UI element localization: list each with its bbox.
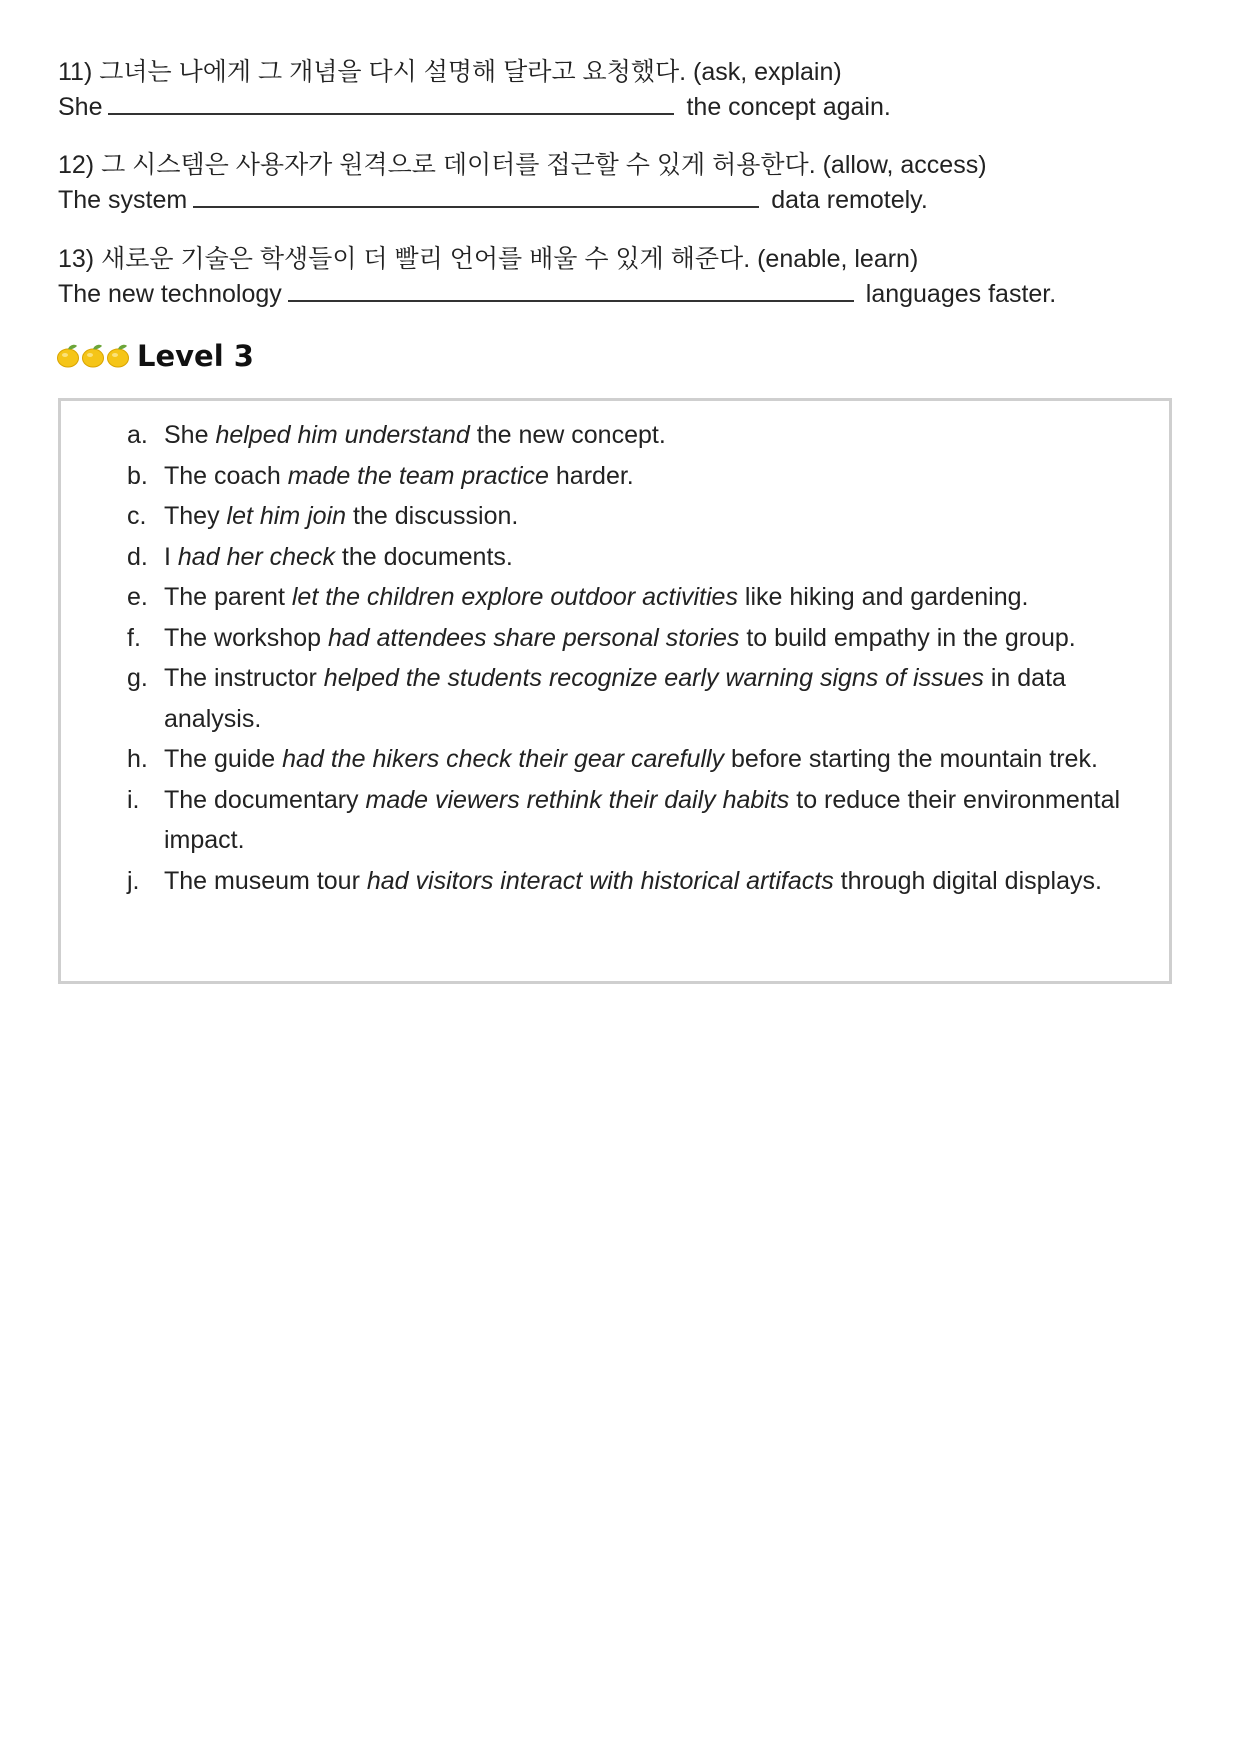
answer-blank[interactable] bbox=[108, 91, 674, 115]
sentence-end: through digital displays. bbox=[840, 866, 1102, 895]
list-item bbox=[127, 780, 1167, 861]
answer-blank[interactable] bbox=[193, 184, 759, 208]
sentence-end: before starting the mountain trek. bbox=[731, 745, 1098, 773]
exercise-11 bbox=[58, 55, 1178, 125]
sentence-start: The system bbox=[58, 186, 188, 214]
sentence-start: She bbox=[164, 421, 209, 449]
list-marker: e. bbox=[127, 583, 148, 611]
list-item bbox=[127, 496, 1167, 537]
exercise-answer-line bbox=[58, 277, 1178, 312]
sentence-end: in data analysis. bbox=[164, 664, 1066, 733]
exercise-prompt: 11) 그녀는 나에게 그 개념을 다시 설명해 달라고 요청했다. (ask, explain) bbox=[58, 58, 842, 86]
sentence-end: like hiking and gardening. bbox=[744, 583, 1029, 611]
highlighted-phrase: had her check bbox=[177, 542, 335, 571]
highlighted-phrase: had the hikers check their gear carefully bbox=[282, 745, 725, 773]
list-marker: b. bbox=[127, 461, 148, 490]
highlighted-phrase: let him join bbox=[226, 502, 347, 530]
exercise-answer-line bbox=[58, 90, 1178, 125]
lemon-icon bbox=[56, 343, 80, 369]
lemon-icon bbox=[106, 343, 130, 369]
sentence-end: to build empathy in the group. bbox=[746, 623, 1076, 652]
sentence-start: The guide bbox=[164, 745, 276, 773]
exercise-12 bbox=[58, 148, 1178, 218]
sentence-end: the new concept. bbox=[476, 421, 666, 449]
sentence-end: to reduce their environmental impact. bbox=[164, 785, 1121, 854]
sentence-end: languages faster. bbox=[865, 280, 1057, 308]
list-marker: h. bbox=[127, 745, 148, 773]
sentence-start: The museum tour bbox=[164, 866, 360, 895]
highlighted-phrase: made viewers rethink their daily habits bbox=[365, 785, 790, 814]
list-marker: g. bbox=[127, 664, 148, 692]
list-marker: a. bbox=[127, 421, 148, 449]
highlighted-phrase: helped the students recognize early warning signs of issues bbox=[323, 664, 984, 692]
list-item bbox=[127, 577, 1167, 618]
sentence-start: The documentary bbox=[164, 785, 359, 814]
sentence-start: The instructor bbox=[164, 664, 317, 692]
lemon-icons bbox=[56, 343, 131, 369]
sentence-start: They bbox=[164, 502, 220, 530]
highlighted-phrase: had visitors interact with historical artifacts bbox=[366, 866, 834, 895]
level-title: Level 3 bbox=[137, 339, 254, 373]
sentence-start: The coach bbox=[164, 461, 281, 490]
lemon-icon bbox=[81, 343, 105, 369]
sentence-start: She bbox=[58, 93, 103, 121]
level-heading bbox=[56, 336, 254, 376]
exercise-13 bbox=[58, 242, 1178, 312]
sentence-end: data remotely. bbox=[771, 186, 928, 214]
sentence-end: the documents. bbox=[341, 542, 513, 571]
list-item bbox=[127, 537, 1167, 578]
list-item bbox=[127, 739, 1167, 780]
example-box bbox=[58, 398, 1172, 984]
highlighted-phrase: made the team practice bbox=[287, 461, 549, 490]
sentence-end: the concept again. bbox=[686, 93, 891, 121]
list-item bbox=[127, 861, 1167, 902]
exercise-answer-line bbox=[58, 183, 1178, 218]
exercise-prompt: 12) 그 시스템은 사용자가 원격으로 데이터를 접근할 수 있게 허용한다. (allow, access) bbox=[58, 151, 987, 179]
highlighted-phrase: let the children explore outdoor activities bbox=[291, 583, 738, 611]
list-marker: d. bbox=[127, 542, 148, 571]
list-item bbox=[127, 415, 1167, 456]
list-marker: i. bbox=[127, 785, 140, 814]
sentence-start: The new technology bbox=[58, 280, 282, 308]
list-item bbox=[127, 658, 1167, 739]
highlighted-phrase: had attendees share personal stories bbox=[327, 623, 740, 652]
list-marker: c. bbox=[127, 502, 147, 530]
sentence-start: I bbox=[164, 542, 171, 571]
sentence-end: the discussion. bbox=[353, 502, 519, 530]
sentence-start: The workshop bbox=[164, 623, 322, 652]
sentence-start: The parent bbox=[164, 583, 285, 611]
highlighted-phrase: helped him understand bbox=[215, 421, 470, 449]
list-marker: j. bbox=[127, 866, 140, 895]
list-item bbox=[127, 456, 1167, 497]
exercise-prompt: 13) 새로운 기술은 학생들이 더 빨리 언어를 배울 수 있게 해준다. (enable, learn) bbox=[58, 245, 919, 273]
answer-blank[interactable] bbox=[288, 278, 854, 302]
sentence-end: harder. bbox=[555, 461, 634, 490]
list-marker: f. bbox=[127, 623, 141, 652]
list-item bbox=[127, 618, 1167, 659]
example-list bbox=[127, 415, 1167, 901]
